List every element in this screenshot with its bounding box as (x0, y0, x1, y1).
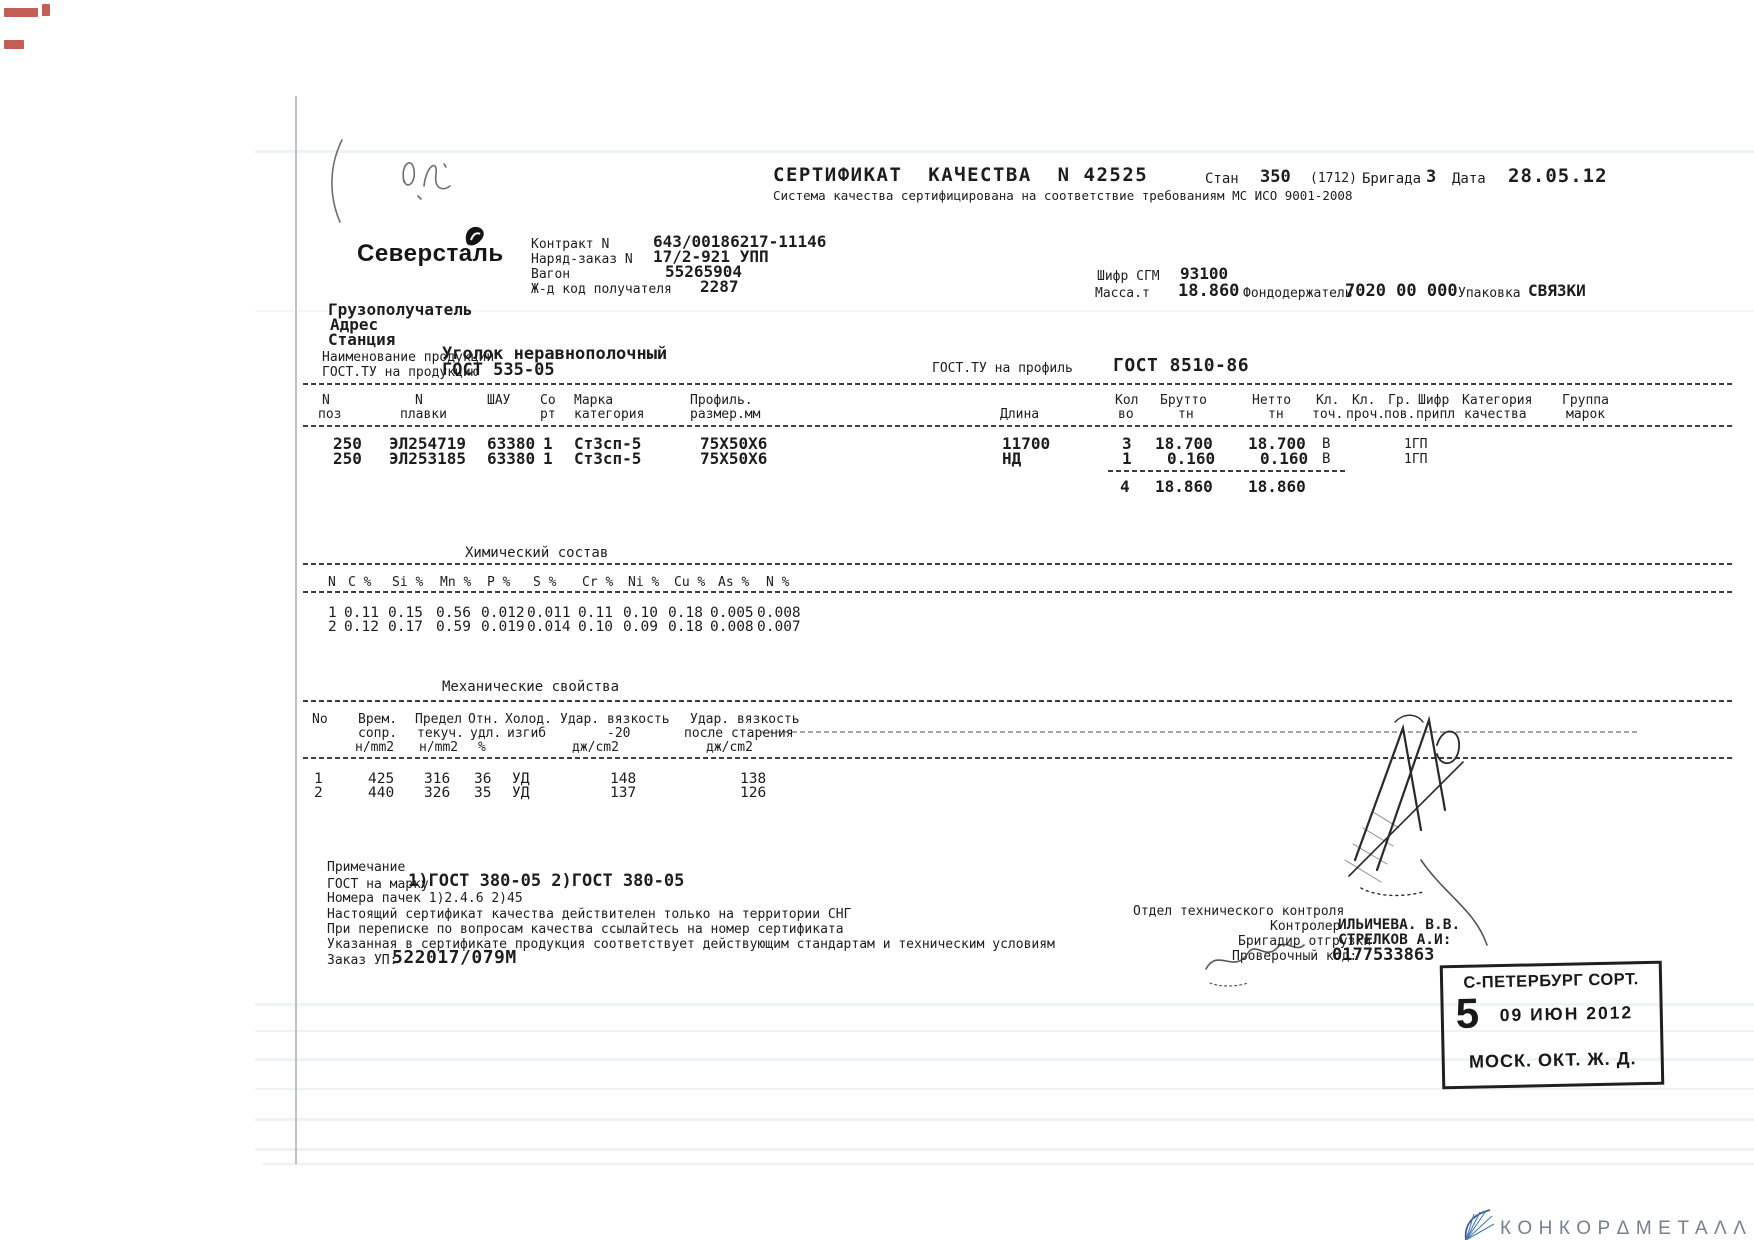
scan-streak (255, 1118, 1754, 1121)
sgm-label: Шифр СГМ (1097, 269, 1160, 284)
mech-cell: 137 (610, 785, 637, 801)
profile-gost-label: ГОСТ.ТУ на профиль (932, 361, 1073, 376)
mech-cell: 326 (424, 785, 451, 801)
mech-cell: УД (512, 771, 530, 787)
scan-page-bottom-edge (263, 1163, 1754, 1165)
inspector-label: Контролер (1270, 919, 1341, 934)
chem-col: S % (533, 575, 557, 590)
chem-cell: 0.011 (527, 605, 571, 621)
cell-cipher: 1ГП (1404, 437, 1428, 452)
mech-cell: 36 (474, 771, 492, 787)
col-sort: Со (540, 393, 556, 408)
col-cipher: Шифр (1418, 393, 1450, 408)
col-surf: Гр. (1388, 393, 1412, 408)
foreman-label: Бригадир отгрузки (1238, 934, 1372, 949)
col-acc: Кл. (1316, 393, 1340, 408)
col-heat: N (415, 393, 423, 408)
station-label: Станция (328, 330, 396, 349)
dashed-rule (303, 591, 1734, 593)
chem-cell: 0.15 (388, 605, 423, 621)
chem-cell: 0.59 (436, 619, 471, 635)
red-corner-mark (4, 8, 38, 17)
order-up-label: Заказ УП: (327, 953, 398, 968)
fund-label: Фондодержатель (1243, 286, 1353, 301)
pencil-handwriting-mark (320, 130, 465, 230)
faint-scan-rule (760, 731, 1640, 733)
col-grade: Марка (574, 393, 614, 408)
foreman-signature (1200, 935, 1310, 993)
col-pos: N (322, 393, 330, 408)
mech-cell: 425 (368, 771, 395, 787)
konkordmetall-logo-icon (1462, 1208, 1496, 1240)
cell-cipher: 1ГП (1404, 452, 1428, 467)
scan-streak (255, 1148, 1754, 1151)
mass-label: Масса.т (1095, 286, 1150, 301)
col-category: Категория (1462, 393, 1533, 408)
chem-cell: 0.008 (710, 619, 754, 635)
mech-col: дж/cm2 (706, 740, 753, 755)
konkordmetall-logo-text: КОНКОРΔМЕТАΛΛ (1500, 1218, 1753, 1239)
fund-value: 7020 00 000 (1345, 281, 1458, 301)
col-acc: точ. (1312, 407, 1344, 422)
chem-col: Cr % (582, 575, 614, 590)
product-name-label: Наименование продукции (322, 350, 495, 365)
col-heat: плавки (400, 407, 447, 422)
stamp-date: 09 ИЮН 2012 (1499, 1002, 1634, 1026)
chem-cell: 0.18 (668, 619, 703, 635)
cell-sort: 1 (543, 449, 553, 468)
stamp-number: 5 (1455, 989, 1480, 1038)
foreman-name: СТРЕЛКОВ А.И: (1338, 932, 1452, 948)
stamp-railroad: МОСК. ОКТ. Ж. Д. (1468, 1048, 1637, 1072)
col-str: Кл. (1352, 393, 1376, 408)
address-label: Адрес (330, 315, 379, 334)
chem-col: N (328, 575, 336, 590)
cell-gross: 18.700 (1155, 434, 1213, 453)
col-surf: пов. (1384, 407, 1416, 422)
inspector-name: ИЛЬИЧЕВА. В.В. (1338, 917, 1461, 933)
cell-net: 18.700 (1248, 434, 1306, 453)
chem-cell: 0.11 (578, 605, 613, 621)
mech-col: удл. (470, 726, 502, 741)
chem-cell: 2 (328, 619, 337, 635)
notes-title: Примечание (327, 860, 406, 875)
brigade-label: Бригада (1362, 171, 1422, 187)
chem-cell: 1 (328, 605, 337, 621)
mech-col: Отн. (468, 712, 500, 727)
gost-mark-value: 1)ГОСТ 380-05 2)ГОСТ 380-05 (408, 871, 685, 891)
chem-col: P % (487, 575, 511, 590)
chem-cell: 0.09 (623, 619, 658, 635)
col-qty: во (1118, 407, 1134, 422)
col-category: качества (1464, 407, 1527, 422)
total-qty: 4 (1120, 477, 1130, 496)
mech-col: изгиб (507, 726, 547, 741)
note-line-3: Указанная в сертификате продукция соответствует действующим стандартам и техническим условиям (327, 937, 1055, 952)
cell-heat: ЭЛ253185 (389, 449, 467, 468)
chem-cell: 0.012 (481, 605, 525, 621)
profile-gost-value: ГОСТ 8510-86 (1113, 355, 1250, 376)
mech-col: дж/cm2 (572, 740, 619, 755)
totals-dashed-rule (1108, 470, 1348, 472)
mech-col: сопр. (358, 726, 398, 741)
cell-net: 0.160 (1260, 449, 1309, 468)
col-sort: рт (540, 407, 556, 422)
wagon-value: 55265904 (665, 262, 743, 281)
check-code-value: 0177533863 (1332, 945, 1435, 965)
rail-code-value: 2287 (700, 277, 739, 296)
mech-col: Предел (415, 712, 462, 727)
railway-stamp (1440, 961, 1665, 1090)
scan-streak (255, 150, 1754, 153)
brand-name: Северсталь (357, 240, 504, 267)
col-grade: категория (574, 407, 645, 422)
col-gross: Брутто (1160, 393, 1207, 408)
mechanics-title: Механические свойства (442, 679, 620, 695)
packing-value: СВЯЗКИ (1528, 281, 1586, 300)
date-label: Дата (1452, 171, 1486, 187)
mech-cell: 2 (314, 785, 323, 801)
col-pos: поз (318, 407, 342, 422)
product-gost-value: ГОСТ 535-05 (442, 360, 555, 380)
chem-cell: 0.10 (623, 605, 658, 621)
date-value: 28.05.12 (1508, 165, 1608, 187)
gost-mark-label: ГОСТ на марку (327, 877, 429, 892)
chem-col: Cu % (674, 575, 706, 590)
chem-col: As % (718, 575, 750, 590)
chem-cell: 0.019 (481, 619, 525, 635)
chem-cell: 0.11 (344, 605, 379, 621)
cell-profile: 75X50X6 (700, 434, 768, 453)
dashed-rule (303, 700, 1734, 702)
dashed-rule (303, 383, 1734, 385)
col-profile: размер.мм (690, 407, 761, 422)
cell-grade: Ст3сп-5 (574, 449, 642, 468)
scan-streak (255, 1088, 1754, 1090)
rail-code-label: Ж-д код получателя (531, 282, 672, 297)
total-net: 18.860 (1248, 477, 1306, 496)
order-up-value: 522017/079М (392, 947, 517, 968)
mech-col: после старения (684, 726, 794, 741)
mass-value: 18.860 (1178, 281, 1240, 301)
mech-cell: 1 (314, 771, 323, 787)
mill-label: Стан (1205, 171, 1239, 187)
cell-acc: В (1322, 451, 1331, 467)
cell-grade: Ст3сп-5 (574, 434, 642, 453)
mech-cell: 126 (740, 785, 767, 801)
mech-col: Холод. (505, 712, 552, 727)
inspector-signature (1325, 710, 1505, 975)
col-group: марок (1566, 407, 1606, 422)
cell-pos: 250 (333, 449, 362, 468)
cell-gross: 0.160 (1167, 449, 1216, 468)
cell-profile: 75X50X6 (700, 449, 768, 468)
chem-cell: 0.18 (668, 605, 703, 621)
chem-col: N % (766, 575, 790, 590)
check-code-label: Проверочный код: (1232, 949, 1358, 964)
work-order-label: Наряд-заказ N (531, 252, 633, 267)
scan-streak (255, 310, 1754, 312)
iso-line: Система качества сертифицирована на соответствие требованиям МС ИСО 9001-2008 (773, 188, 1353, 203)
cell-shau: 63380 (487, 449, 536, 468)
consignee-label: Грузополучатель (328, 300, 473, 319)
mech-col-no: No (312, 712, 328, 727)
red-corner-mark (4, 40, 24, 49)
total-gross: 18.860 (1155, 477, 1213, 496)
mech-col: Удар. вязкость (560, 712, 670, 727)
mech-col: н/mm2 (419, 740, 459, 755)
brigade-value: 3 (1426, 167, 1437, 187)
packing-label: Упаковка (1458, 286, 1521, 301)
col-gross: тн (1178, 407, 1194, 422)
chem-cell: 0.005 (710, 605, 754, 621)
chem-col: Mn % (440, 575, 472, 590)
cell-heat: ЭЛ254719 (389, 434, 467, 453)
col-cipher: припл (1416, 407, 1456, 422)
contract-label: Контракт N (531, 237, 610, 252)
chem-cell: 0.17 (388, 619, 423, 635)
mech-col: н/mm2 (355, 740, 395, 755)
col-profile: Профиль. (690, 393, 753, 408)
mech-col: Удар. вязкость (690, 712, 800, 727)
product-name-value: Уголок неравнополочный (442, 344, 668, 364)
col-shau: ШАУ (487, 393, 511, 408)
certificate-title: СЕРТИФИКАТ КАЧЕСТВА N 42525 (773, 164, 1149, 186)
mech-cell: 440 (368, 785, 395, 801)
cell-length: 11700 (1002, 434, 1051, 453)
packs-line: Номера пачек 1)2.4.6 2)45 (327, 891, 523, 906)
mech-cell: 35 (474, 785, 492, 801)
chem-cell: 0.12 (344, 619, 379, 635)
cell-shau: 63380 (487, 434, 536, 453)
chem-cell: 0.10 (578, 619, 613, 635)
col-length: Длина (1000, 407, 1040, 422)
product-gost-label: ГОСТ.ТУ на продукцию (322, 365, 479, 380)
cell-qty: 1 (1122, 449, 1132, 468)
qc-dept: Отдел технического контроля (1133, 904, 1345, 919)
col-net: тн (1268, 407, 1284, 422)
cell-sort: 1 (543, 434, 553, 453)
chem-cell: 0.007 (757, 619, 801, 635)
chem-col: C % (348, 575, 372, 590)
note-line-2: При переписке по вопросам качества ссылайтесь на номер сертификата (327, 922, 844, 937)
col-net: Нетто (1252, 393, 1292, 408)
cell-acc: В (1322, 436, 1331, 452)
mech-col: Врем. (358, 712, 398, 727)
mech-cell: 316 (424, 771, 451, 787)
cell-length: НД (1002, 449, 1022, 468)
mech-col: -20 (607, 726, 631, 741)
red-corner-mark (42, 4, 50, 16)
sgm-value: 93100 (1180, 264, 1229, 283)
cell-qty: 3 (1122, 434, 1132, 453)
mech-cell: УД (512, 785, 530, 801)
col-group: Группа (1562, 393, 1609, 408)
dashed-rule (303, 757, 1734, 759)
mill-value: 350 (1260, 167, 1291, 187)
chemistry-title: Химический состав (465, 545, 609, 561)
note-line-1: Настоящий сертификат качества действителен только на территории СНГ (327, 907, 852, 922)
mech-col: текуч. (417, 726, 464, 741)
mech-cell: 148 (610, 771, 637, 787)
col-str: проч. (1346, 407, 1386, 422)
mill-note: (1712) (1310, 171, 1357, 186)
chem-cell: 0.56 (436, 605, 471, 621)
chem-cell: 0.008 (757, 605, 801, 621)
work-order-value: 17/2-921 УПП (653, 247, 769, 266)
chem-col: Ni % (628, 575, 660, 590)
stamp-city: С-ПЕТЕРБУРГ СОРТ. (1463, 970, 1639, 992)
chem-col: Si % (392, 575, 424, 590)
col-qty: Кол (1115, 393, 1139, 408)
contract-value: 643/00186217-11146 (653, 232, 827, 251)
wagon-label: Вагон (531, 267, 571, 282)
mech-cell: 138 (740, 771, 767, 787)
dashed-rule (303, 563, 1734, 565)
chem-cell: 0.014 (527, 619, 571, 635)
mech-col: % (478, 740, 486, 755)
dashed-rule (303, 425, 1734, 427)
cell-pos: 250 (333, 434, 362, 453)
